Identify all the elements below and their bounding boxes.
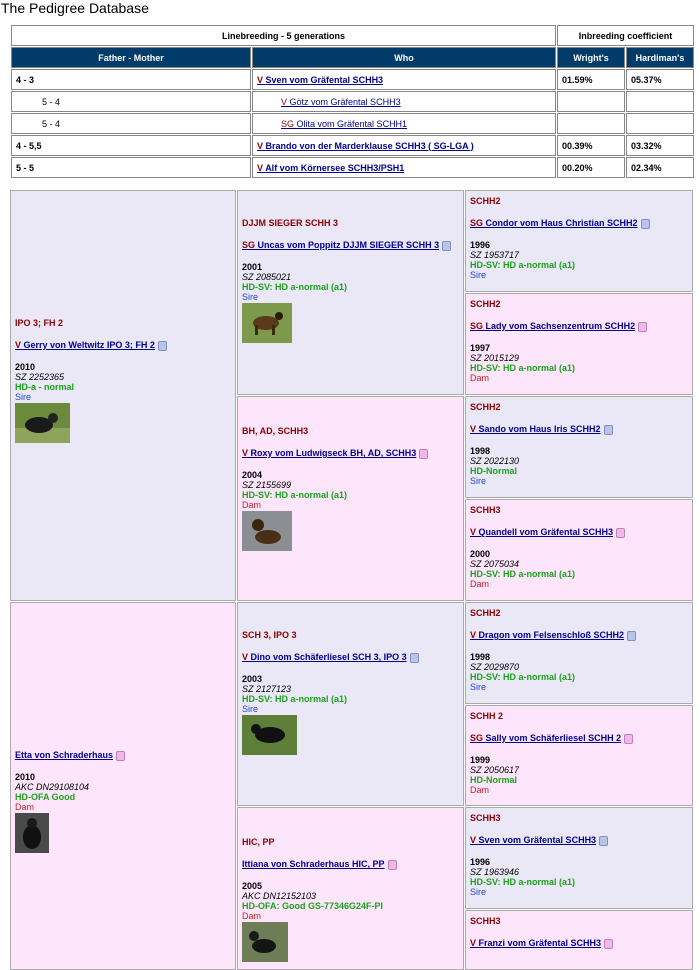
dog-titles: BH, AD, SCHH3 xyxy=(242,426,309,436)
dog-year: 2010 xyxy=(15,361,36,372)
dog-photo xyxy=(15,403,70,443)
ss-card xyxy=(237,190,464,395)
dog-name[interactable]: Etta von Schraderhaus xyxy=(15,750,231,761)
dog-year: 1998 xyxy=(470,445,491,456)
dog-role: Dam xyxy=(242,910,262,921)
female-icon xyxy=(388,860,397,870)
site-title: The Pedigree Database xyxy=(1,0,149,16)
hardiman-cell xyxy=(626,91,694,112)
ssd-card xyxy=(465,293,693,395)
linebreeding-header: Linebreeding - 5 generations xyxy=(11,25,556,46)
male-icon xyxy=(641,219,650,229)
dog-name[interactable]: Ittiana von Schraderhaus HIC, PP xyxy=(242,859,459,870)
dss-card xyxy=(465,602,693,704)
dog-hd: HD-SV: HD a-normal (a1) xyxy=(470,671,576,682)
female-icon xyxy=(624,734,633,744)
dog-hd: HD-SV: HD a-normal (a1) xyxy=(242,693,348,704)
dog-name[interactable]: V Roxy vom Ludwigseck BH, AD, SCHH3 xyxy=(242,448,459,459)
dog-link[interactable]: SG Olita vom Gräfental SCHH1 xyxy=(281,118,408,129)
col-father-mother: Father - Mother xyxy=(11,47,251,68)
dog-year: 1997 xyxy=(470,342,491,353)
table-row xyxy=(11,113,694,134)
dog-photo xyxy=(242,303,292,343)
column-header-row xyxy=(11,47,694,68)
col-who: Who xyxy=(252,47,556,68)
wright-cell: 01.59% xyxy=(557,69,625,90)
dog-link[interactable]: V Sven vom Gräfental SCHH3 xyxy=(257,74,384,85)
dsd-card xyxy=(465,705,693,806)
dog-role: Dam xyxy=(470,372,490,383)
dog-year: 1996 xyxy=(470,239,491,250)
col-hardimans: Hardiman's xyxy=(626,47,694,68)
male-icon xyxy=(442,241,451,251)
dog-reg: SZ 2015129 xyxy=(470,352,520,363)
dog-link[interactable]: V Brando von der Marderklause SCHH3 ( SG-LGA ) xyxy=(257,140,474,151)
hardiman-cell: 05.37% xyxy=(626,69,694,90)
linebreeding-table xyxy=(10,24,695,179)
table-row xyxy=(11,91,694,112)
dog-reg: AKC DN29108104 xyxy=(15,781,90,792)
table-row xyxy=(11,135,694,156)
dog-reg: SZ 2022130 xyxy=(470,455,520,466)
dog-titles: HIC, PP xyxy=(242,837,275,847)
dog-reg: SZ 2127123 xyxy=(242,683,292,694)
fm-cell: 5 - 4 xyxy=(11,91,251,112)
dog-year: 2005 xyxy=(242,880,263,891)
dog-reg: SZ 2029870 xyxy=(470,661,520,672)
inbreeding-header: Inbreeding coefficient xyxy=(557,25,694,46)
dog-role: Sire xyxy=(15,391,32,402)
dog-reg: SZ 2155699 xyxy=(242,479,292,490)
dam-card xyxy=(10,602,236,970)
dog-name[interactable]: SG Condor vom Haus Christian SCHH2 xyxy=(470,218,688,229)
dog-titles: SCHH3 xyxy=(470,813,501,823)
dog-year: 2010 xyxy=(15,771,36,782)
dog-link[interactable]: V Alf vom Körnersee SCHH3/PSH1 xyxy=(257,162,405,173)
dog-hd: HD-SV: HD a-normal (a1) xyxy=(470,876,576,887)
dds-card xyxy=(465,807,693,909)
sss-card xyxy=(465,190,693,292)
sds-card xyxy=(465,396,693,498)
dog-role: Dam xyxy=(15,801,35,812)
dog-photo xyxy=(242,922,288,962)
dog-hd: HD-SV: HD a-normal (a1) xyxy=(242,281,348,292)
dog-hd: HD-OFA Good xyxy=(15,791,76,802)
dog-year: 2001 xyxy=(242,261,263,272)
dog-name[interactable]: V Franzi vom Gräfental SCHH3 xyxy=(470,938,688,949)
dog-role: Dam xyxy=(470,578,490,589)
dog-hd: HD-Normal xyxy=(470,774,518,785)
dog-hd: HD-SV: HD a-normal (a1) xyxy=(470,259,576,270)
dog-year: 1999 xyxy=(470,754,491,765)
dog-year: 2004 xyxy=(242,469,263,480)
dog-role: Sire xyxy=(470,269,487,280)
male-icon xyxy=(604,425,613,435)
dog-reg: SZ 2050617 xyxy=(470,764,520,775)
dog-role: Sire xyxy=(470,475,487,486)
dog-name[interactable]: V Sven vom Gräfental SCHH3 xyxy=(470,835,688,846)
fm-cell: 5 - 5 xyxy=(11,157,251,178)
dog-titles: SCHH2 xyxy=(470,608,501,618)
dog-photo xyxy=(242,511,292,551)
fm-cell: 4 - 5,5 xyxy=(11,135,251,156)
dog-hd: HD-SV: HD a-normal (a1) xyxy=(242,489,348,500)
linebreeding-header-row xyxy=(11,25,694,46)
dog-year: 2003 xyxy=(242,673,263,684)
fm-cell: 4 - 3 xyxy=(11,69,251,90)
dog-role: Dam xyxy=(242,499,262,510)
dog-photo xyxy=(15,813,49,853)
dog-role: Dam xyxy=(470,784,490,795)
ddd-card xyxy=(465,910,693,970)
sd-card xyxy=(237,396,464,601)
dog-role: Sire xyxy=(242,703,259,714)
table-row xyxy=(11,69,694,90)
male-icon xyxy=(627,631,636,641)
dog-photo xyxy=(242,715,297,755)
dog-titles: SCHH2 xyxy=(470,196,501,206)
dog-titles: SCH 3, IPO 3 xyxy=(242,630,297,640)
dog-reg: SZ 2085021 xyxy=(242,271,292,282)
dd-card xyxy=(237,807,464,970)
dog-titles: SCHH 2 xyxy=(470,711,504,721)
wright-cell xyxy=(557,91,625,112)
wright-cell: 00.39% xyxy=(557,135,625,156)
sire-card xyxy=(10,190,236,601)
dog-reg: AKC DN12152103 xyxy=(242,890,317,901)
dog-role: Sire xyxy=(470,886,487,897)
female-icon xyxy=(638,322,647,332)
fm-cell: 5 - 4 xyxy=(11,113,251,134)
female-icon xyxy=(419,449,428,459)
wright-cell xyxy=(557,113,625,134)
female-icon xyxy=(616,528,625,538)
dog-name[interactable]: V Sando vom Haus Iris SCHH2 xyxy=(470,424,688,435)
dog-hd: HD-Normal xyxy=(470,465,518,476)
dog-reg: SZ 2075034 xyxy=(470,558,520,569)
male-icon xyxy=(158,341,167,351)
dog-role: Sire xyxy=(470,681,487,692)
dog-name[interactable]: SG Uncas vom Poppitz DJJM SIEGER SCHH 3 xyxy=(242,240,459,251)
dog-titles: SCHH3 xyxy=(470,916,501,926)
dog-hd: HD-a - normal xyxy=(15,381,75,392)
hardiman-cell: 03.32% xyxy=(626,135,694,156)
sdd-card xyxy=(465,499,693,601)
dog-hd: HD-SV: HD a-normal (a1) xyxy=(470,568,576,579)
dog-hd: HD-SV: HD a-normal (a1) xyxy=(470,362,576,373)
female-icon xyxy=(604,939,613,949)
dog-name[interactable]: V Dino vom Schäferliesel SCH 3, IPO 3 xyxy=(242,652,459,663)
dog-name[interactable]: V Quandell vom Gräfental SCHH3 xyxy=(470,527,688,538)
wright-cell: 00.20% xyxy=(557,157,625,178)
dog-name[interactable]: SG Lady vom Sachsenzentrum SCHH2 xyxy=(470,321,688,332)
col-wrights: Wright's xyxy=(557,47,625,68)
dog-name[interactable]: V Dragon vom Felsenschloß SCHH2 xyxy=(470,630,688,641)
dog-titles: DJJM SIEGER SCHH 3 xyxy=(242,218,339,228)
dog-reg: SZ 2252365 xyxy=(15,371,65,382)
table-row xyxy=(11,157,694,178)
dog-year: 2000 xyxy=(470,548,491,559)
dog-year: 1996 xyxy=(470,856,491,867)
male-icon xyxy=(410,653,419,663)
hardiman-cell xyxy=(626,113,694,134)
dog-reg: SZ 1963946 xyxy=(470,866,520,877)
ds-card xyxy=(237,602,464,806)
dog-titles: IPO 3; FH 2 xyxy=(15,318,64,328)
female-icon xyxy=(116,751,125,761)
dog-name[interactable]: V Gerry von Weltwitz IPO 3; FH 2 xyxy=(15,340,231,351)
dog-year: 1998 xyxy=(470,651,491,662)
dog-hd: HD-OFA: Good GS-77346G24F-PI xyxy=(242,900,384,911)
dog-reg: SZ 1953717 xyxy=(470,249,520,260)
dog-titles: SCHH2 xyxy=(470,299,501,309)
dog-name[interactable]: SG Sally vom Schäferliesel SCHH 2 xyxy=(470,733,688,744)
dog-role: Sire xyxy=(242,291,259,302)
dog-link[interactable]: V Götz vom Gräfental SCHH3 xyxy=(281,96,401,107)
hardiman-cell: 02.34% xyxy=(626,157,694,178)
dog-titles: SCHH3 xyxy=(470,505,501,515)
male-icon xyxy=(599,836,608,846)
dog-titles: SCHH2 xyxy=(470,402,501,412)
